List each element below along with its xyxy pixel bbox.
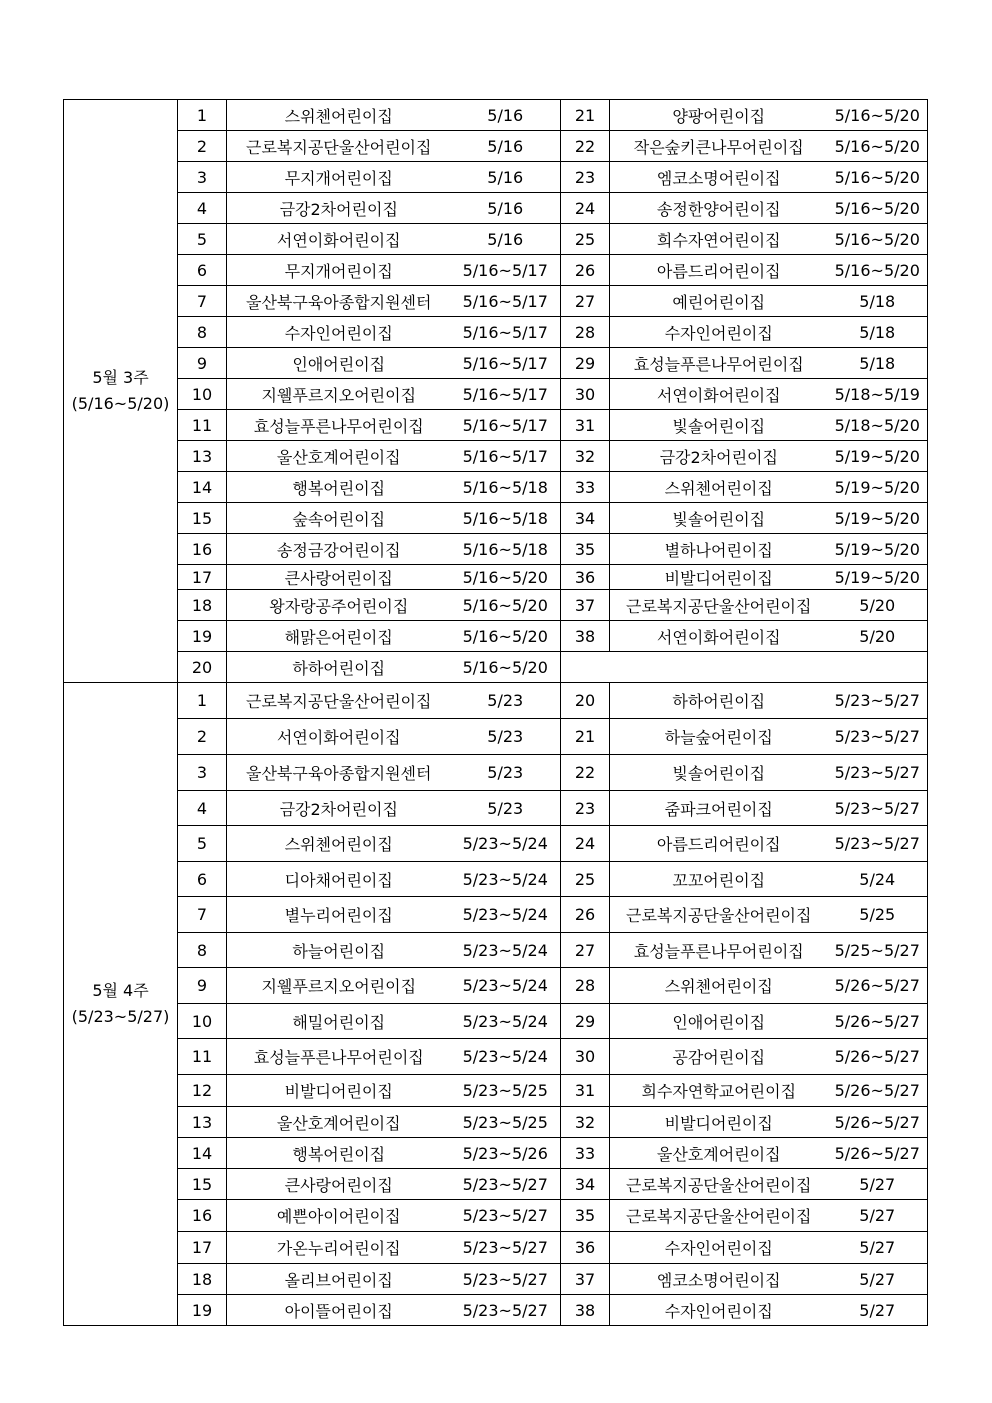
facility-name-right: 하늘숲어린이집 [610, 719, 828, 755]
facility-name-left: 행복어린이집 [227, 1138, 451, 1169]
week-label: 5월 4주 [92, 981, 149, 1000]
row-number-left: 8 [178, 317, 227, 348]
facility-name-right: 스위첸어린이집 [610, 968, 828, 1004]
row-number-left: 1 [178, 100, 227, 131]
table-row [64, 791, 928, 826]
row-number-left: 7 [178, 286, 227, 317]
row-number-left: 18 [178, 590, 227, 621]
row-number-right: 27 [561, 286, 610, 317]
facility-name-right: 공감어린이집 [610, 1039, 828, 1075]
date-range-left: 5/16~5/17 [451, 379, 561, 410]
date-range-left: 5/23~5/24 [451, 1004, 561, 1039]
date-range-left: 5/16~5/17 [451, 441, 561, 472]
row-number-left: 9 [178, 968, 227, 1004]
facility-name-right: 울산호계어린이집 [610, 1138, 828, 1169]
row-number-left: 16 [178, 1200, 227, 1232]
table-row [64, 286, 928, 317]
table-row [64, 621, 928, 652]
date-range-right: 5/16~5/20 [828, 255, 928, 286]
date-range-right: 5/25 [828, 897, 928, 933]
week-date-range: (5/16~5/20) [71, 394, 170, 413]
date-range-left: 5/23~5/26 [451, 1138, 561, 1169]
row-number-right: 20 [561, 683, 610, 719]
row-number-right: 37 [561, 1264, 610, 1295]
date-range-right: 5/26~5/27 [828, 1004, 928, 1039]
row-number-left: 6 [178, 255, 227, 286]
row-number-left: 11 [178, 410, 227, 441]
row-number-left: 20 [178, 652, 227, 683]
table-row [64, 224, 928, 255]
facility-name-right: 근로복지공단울산어린이집 [610, 590, 828, 621]
row-number-right: 35 [561, 1200, 610, 1232]
date-range-right: 5/23~5/27 [828, 826, 928, 862]
row-number-right: 26 [561, 897, 610, 933]
row-number-right: 23 [561, 162, 610, 193]
facility-name-left: 수자인어린이집 [227, 317, 451, 348]
date-range-right: 5/20 [828, 590, 928, 621]
row-number-left: 17 [178, 565, 227, 590]
table-row [64, 933, 928, 968]
table-row [64, 968, 928, 1004]
date-range-right: 5/19~5/20 [828, 472, 928, 503]
table-row [64, 193, 928, 224]
table-row [64, 1200, 928, 1232]
row-number-right: 23 [561, 791, 610, 826]
facility-name-left: 송정금강어린이집 [227, 534, 451, 565]
date-range-right: 5/23~5/27 [828, 755, 928, 791]
facility-name-right: 수자인어린이집 [610, 1232, 828, 1264]
table-row [64, 826, 928, 862]
date-range-right: 5/18 [828, 348, 928, 379]
facility-name-right: 희수자연어린이집 [610, 224, 828, 255]
facility-name-left: 울산북구육아종합지원센터 [227, 755, 451, 791]
facility-name-left: 행복어린이집 [227, 472, 451, 503]
row-number-left: 19 [178, 1295, 227, 1326]
date-range-right: 5/23~5/27 [828, 719, 928, 755]
table-row [64, 1138, 928, 1169]
table-row [64, 897, 928, 933]
date-range-left: 5/23~5/25 [451, 1107, 561, 1138]
facility-name-right: 근로복지공단울산어린이집 [610, 1200, 828, 1232]
row-number-right: 27 [561, 933, 610, 968]
facility-name-left: 디아채어린이집 [227, 862, 451, 897]
date-range-left: 5/16~5/17 [451, 317, 561, 348]
date-range-right: 5/18 [828, 317, 928, 348]
table-row [64, 862, 928, 897]
facility-name-right: 희수자연학교어린이집 [610, 1075, 828, 1107]
facility-name-right: 서연이화어린이집 [610, 621, 828, 652]
facility-name-right: 수자인어린이집 [610, 317, 828, 348]
row-number-right: 22 [561, 755, 610, 791]
week-date-range: (5/23~5/27) [71, 1007, 170, 1026]
date-range-right: 5/27 [828, 1232, 928, 1264]
schedule-table [63, 99, 928, 1326]
facility-name-left: 왕자랑공주어린이집 [227, 590, 451, 621]
row-number-right: 29 [561, 348, 610, 379]
date-range-left: 5/23~5/24 [451, 897, 561, 933]
facility-name-left: 비발디어린이집 [227, 1075, 451, 1107]
facility-name-left: 스위첸어린이집 [227, 100, 451, 131]
date-range-right: 5/27 [828, 1200, 928, 1232]
row-number-right: 22 [561, 131, 610, 162]
date-range-left: 5/16~5/20 [451, 652, 561, 683]
date-range-right: 5/19~5/20 [828, 503, 928, 534]
facility-name-left: 스위첸어린이집 [227, 826, 451, 862]
date-range-right: 5/27 [828, 1295, 928, 1326]
facility-name-right: 스위첸어린이집 [610, 472, 828, 503]
date-range-left: 5/16 [451, 193, 561, 224]
table-row [64, 1295, 928, 1326]
table-row [64, 683, 928, 719]
row-number-left: 6 [178, 862, 227, 897]
table-row [64, 100, 928, 131]
date-range-left: 5/23~5/27 [451, 1264, 561, 1295]
facility-name-left: 효성늘푸른나무어린이집 [227, 410, 451, 441]
date-range-right: 5/27 [828, 1169, 928, 1200]
facility-name-right: 송정한양어린이집 [610, 193, 828, 224]
date-range-right: 5/18 [828, 286, 928, 317]
date-range-left: 5/23~5/27 [451, 1295, 561, 1326]
week-label-cell [64, 683, 178, 1326]
facility-name-left: 가온누리어린이집 [227, 1232, 451, 1264]
row-number-left: 19 [178, 621, 227, 652]
facility-name-left: 지웰푸르지오어린이집 [227, 968, 451, 1004]
facility-name-left: 금강2차어린이집 [227, 193, 451, 224]
row-number-left: 17 [178, 1232, 227, 1264]
row-number-right: 30 [561, 379, 610, 410]
row-number-right: 24 [561, 193, 610, 224]
table-row [64, 1107, 928, 1138]
facility-name-left: 울산북구육아종합지원센터 [227, 286, 451, 317]
date-range-right: 5/18~5/19 [828, 379, 928, 410]
row-number-right: 25 [561, 862, 610, 897]
date-range-right: 5/20 [828, 621, 928, 652]
date-range-right: 5/16~5/20 [828, 131, 928, 162]
table-row [64, 1264, 928, 1295]
row-number-left: 12 [178, 1075, 227, 1107]
facility-name-left: 무지개어린이집 [227, 162, 451, 193]
facility-name-right: 근로복지공단울산어린이집 [610, 897, 828, 933]
row-number-right: 31 [561, 1075, 610, 1107]
row-number-left: 3 [178, 755, 227, 791]
row-number-right [561, 652, 610, 683]
table-row [64, 1004, 928, 1039]
row-number-right: 32 [561, 441, 610, 472]
table-row [64, 131, 928, 162]
date-range-right: 5/19~5/20 [828, 565, 928, 590]
date-range-right: 5/26~5/27 [828, 968, 928, 1004]
facility-name-left: 아이뜰어린이집 [227, 1295, 451, 1326]
row-number-left: 13 [178, 1107, 227, 1138]
date-range-right: 5/25~5/27 [828, 933, 928, 968]
row-number-left: 5 [178, 826, 227, 862]
row-number-left: 2 [178, 131, 227, 162]
date-range-left: 5/16~5/17 [451, 255, 561, 286]
date-range-left: 5/23~5/24 [451, 968, 561, 1004]
row-number-right: 36 [561, 565, 610, 590]
date-range-left: 5/16~5/20 [451, 621, 561, 652]
facility-name-right: 빛솔어린이집 [610, 410, 828, 441]
facility-name-left: 숲속어린이집 [227, 503, 451, 534]
row-number-right: 21 [561, 719, 610, 755]
facility-name-left: 하늘어린이집 [227, 933, 451, 968]
row-number-right: 33 [561, 1138, 610, 1169]
table-row [64, 652, 928, 683]
date-range-left: 5/16~5/20 [451, 565, 561, 590]
table-row [64, 590, 928, 621]
facility-name-right [610, 652, 828, 683]
date-range-right: 5/19~5/20 [828, 534, 928, 565]
table-row [64, 162, 928, 193]
date-range-right: 5/16~5/20 [828, 193, 928, 224]
date-range-right: 5/19~5/20 [828, 441, 928, 472]
facility-name-right: 하하어린이집 [610, 683, 828, 719]
facility-name-left: 큰사랑어린이집 [227, 1169, 451, 1200]
facility-name-left: 지웰푸르지오어린이집 [227, 379, 451, 410]
row-number-left: 15 [178, 1169, 227, 1200]
row-number-right: 29 [561, 1004, 610, 1039]
facility-name-right: 엠코소명어린이집 [610, 162, 828, 193]
date-range-left: 5/16 [451, 224, 561, 255]
row-number-right: 34 [561, 1169, 610, 1200]
row-number-left: 18 [178, 1264, 227, 1295]
row-number-right: 31 [561, 410, 610, 441]
row-number-left: 11 [178, 1039, 227, 1075]
facility-name-right: 아름드리어린이집 [610, 255, 828, 286]
facility-name-right: 서연이화어린이집 [610, 379, 828, 410]
facility-name-left: 별누리어린이집 [227, 897, 451, 933]
date-range-right: 5/16~5/20 [828, 162, 928, 193]
table-row [64, 565, 928, 590]
row-number-right: 28 [561, 317, 610, 348]
date-range-right: 5/23~5/27 [828, 791, 928, 826]
facility-name-right: 별하나어린이집 [610, 534, 828, 565]
date-range-left: 5/23~5/24 [451, 1039, 561, 1075]
row-number-right: 30 [561, 1039, 610, 1075]
date-range-left: 5/16~5/17 [451, 348, 561, 379]
row-number-left: 13 [178, 441, 227, 472]
facility-name-right: 비발디어린이집 [610, 565, 828, 590]
date-range-right: 5/26~5/27 [828, 1039, 928, 1075]
row-number-right: 36 [561, 1232, 610, 1264]
date-range-left: 5/23~5/25 [451, 1075, 561, 1107]
row-number-left: 14 [178, 472, 227, 503]
table-row [64, 1039, 928, 1075]
date-range-left: 5/23~5/27 [451, 1200, 561, 1232]
facility-name-left: 울산호계어린이집 [227, 1107, 451, 1138]
date-range-left: 5/16~5/20 [451, 590, 561, 621]
facility-name-left: 올리브어린이집 [227, 1264, 451, 1295]
table-row [64, 255, 928, 286]
row-number-left: 15 [178, 503, 227, 534]
row-number-right: 24 [561, 826, 610, 862]
facility-name-right: 금강2차어린이집 [610, 441, 828, 472]
table-row [64, 472, 928, 503]
date-range-left: 5/23~5/24 [451, 826, 561, 862]
date-range-left: 5/16~5/18 [451, 534, 561, 565]
date-range-right: 5/26~5/27 [828, 1107, 928, 1138]
date-range-left: 5/16 [451, 131, 561, 162]
date-range-left: 5/16~5/17 [451, 286, 561, 317]
facility-name-right: 인애어린이집 [610, 1004, 828, 1039]
table-row [64, 441, 928, 472]
row-number-left: 3 [178, 162, 227, 193]
row-number-left: 9 [178, 348, 227, 379]
facility-name-left: 인애어린이집 [227, 348, 451, 379]
facility-name-left: 하하어린이집 [227, 652, 451, 683]
date-range-left: 5/16~5/18 [451, 503, 561, 534]
facility-name-left: 근로복지공단울산어린이집 [227, 683, 451, 719]
date-range-left: 5/23~5/24 [451, 862, 561, 897]
table-row [64, 1075, 928, 1107]
date-range-left: 5/23~5/27 [451, 1232, 561, 1264]
table-row [64, 755, 928, 791]
facility-name-right: 줌파크어린이집 [610, 791, 828, 826]
facility-name-left: 금강2차어린이집 [227, 791, 451, 826]
row-number-left: 2 [178, 719, 227, 755]
date-range-right: 5/26~5/27 [828, 1138, 928, 1169]
facility-name-left: 무지개어린이집 [227, 255, 451, 286]
date-range-left: 5/23 [451, 755, 561, 791]
row-number-right: 32 [561, 1107, 610, 1138]
facility-name-right: 예린어린이집 [610, 286, 828, 317]
row-number-left: 10 [178, 1004, 227, 1039]
facility-name-left: 근로복지공단울산어린이집 [227, 131, 451, 162]
date-range-left: 5/16~5/17 [451, 410, 561, 441]
facility-name-left: 서연이화어린이집 [227, 719, 451, 755]
date-range-left: 5/23 [451, 719, 561, 755]
facility-name-right: 빛솔어린이집 [610, 503, 828, 534]
row-number-right: 38 [561, 621, 610, 652]
table-row [64, 1169, 928, 1200]
row-number-right: 25 [561, 224, 610, 255]
date-range-left: 5/23 [451, 791, 561, 826]
facility-name-right: 효성늘푸른나무어린이집 [610, 348, 828, 379]
date-range-right: 5/24 [828, 862, 928, 897]
date-range-left: 5/16~5/18 [451, 472, 561, 503]
row-number-left: 1 [178, 683, 227, 719]
row-number-right: 38 [561, 1295, 610, 1326]
facility-name-left: 해밀어린이집 [227, 1004, 451, 1039]
facility-name-right: 엠코소명어린이집 [610, 1264, 828, 1295]
row-number-left: 4 [178, 193, 227, 224]
facility-name-right: 근로복지공단울산어린이집 [610, 1169, 828, 1200]
row-number-left: 5 [178, 224, 227, 255]
facility-name-right: 꼬꼬어린이집 [610, 862, 828, 897]
table-row [64, 348, 928, 379]
facility-name-left: 울산호계어린이집 [227, 441, 451, 472]
schedule-table-body [64, 100, 928, 1326]
row-number-left: 4 [178, 791, 227, 826]
date-range-left: 5/16 [451, 100, 561, 131]
row-number-left: 7 [178, 897, 227, 933]
row-number-left: 14 [178, 1138, 227, 1169]
facility-name-left: 해맑은어린이집 [227, 621, 451, 652]
facility-name-right: 빛솔어린이집 [610, 755, 828, 791]
facility-name-right: 효성늘푸른나무어린이집 [610, 933, 828, 968]
facility-name-left: 서연이화어린이집 [227, 224, 451, 255]
date-range-right: 5/23~5/27 [828, 683, 928, 719]
facility-name-right: 양팡어린이집 [610, 100, 828, 131]
table-row [64, 1232, 928, 1264]
table-row [64, 410, 928, 441]
date-range-left: 5/23 [451, 683, 561, 719]
row-number-right: 37 [561, 590, 610, 621]
facility-name-left: 예쁜아이어린이집 [227, 1200, 451, 1232]
date-range-right: 5/16~5/20 [828, 100, 928, 131]
row-number-right: 21 [561, 100, 610, 131]
date-range-left: 5/23~5/24 [451, 933, 561, 968]
table-row [64, 317, 928, 348]
row-number-left: 16 [178, 534, 227, 565]
table-row [64, 379, 928, 410]
table-row [64, 534, 928, 565]
date-range-left: 5/23~5/27 [451, 1169, 561, 1200]
row-number-left: 10 [178, 379, 227, 410]
date-range-left: 5/16 [451, 162, 561, 193]
row-number-right: 26 [561, 255, 610, 286]
facility-name-left: 큰사랑어린이집 [227, 565, 451, 590]
row-number-left: 8 [178, 933, 227, 968]
row-number-right: 34 [561, 503, 610, 534]
date-range-right: 5/26~5/27 [828, 1075, 928, 1107]
date-range-right: 5/18~5/20 [828, 410, 928, 441]
date-range-right: 5/16~5/20 [828, 224, 928, 255]
row-number-right: 33 [561, 472, 610, 503]
facility-name-right: 비발디어린이집 [610, 1107, 828, 1138]
date-range-right: 5/27 [828, 1264, 928, 1295]
facility-name-right: 아름드리어린이집 [610, 826, 828, 862]
facility-name-left: 효성늘푸른나무어린이집 [227, 1039, 451, 1075]
week-label: 5월 3주 [92, 368, 149, 387]
date-range-right [828, 652, 928, 683]
row-number-right: 28 [561, 968, 610, 1004]
table-row [64, 719, 928, 755]
row-number-right: 35 [561, 534, 610, 565]
week-label-cell [64, 100, 178, 683]
facility-name-right: 수자인어린이집 [610, 1295, 828, 1326]
facility-name-right: 작은숲키큰나무어린이집 [610, 131, 828, 162]
table-row [64, 503, 928, 534]
